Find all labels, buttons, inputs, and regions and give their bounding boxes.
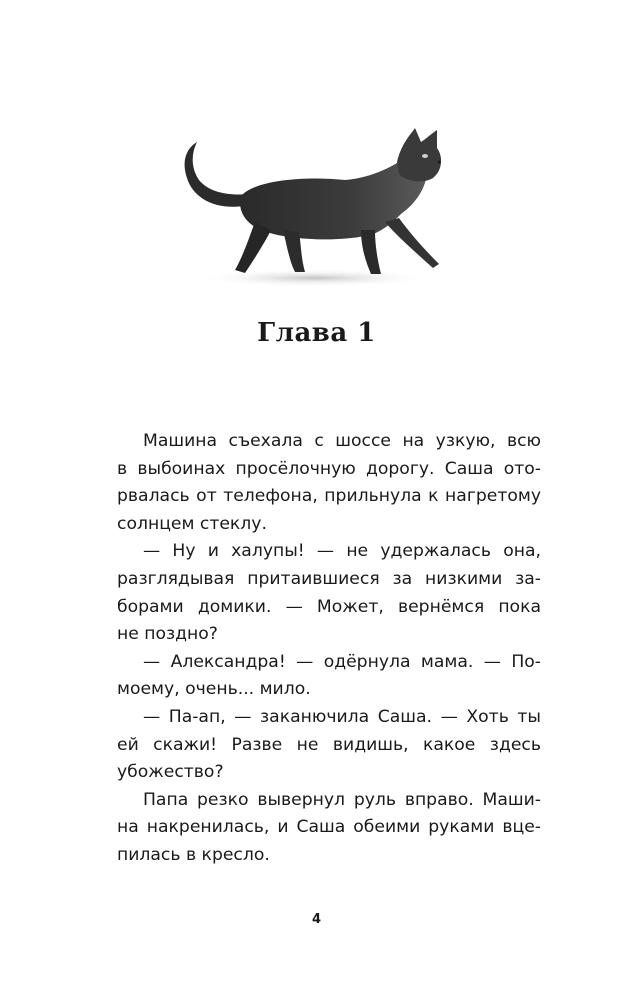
- text-line: рвалась от телефона, прильнула к нагретому: [117, 486, 541, 507]
- text-line: моему, очень... мило.: [117, 679, 311, 700]
- text-line: в выбоинах просёлочную дорогу. Саша ото-: [117, 458, 541, 479]
- page-number: 4: [311, 912, 322, 927]
- text-line: пилась в кресло.: [117, 844, 270, 865]
- text-line: Папа резко вывернул руль вправо. Маши-: [143, 789, 541, 810]
- text-line: — Ну и халупы! — не удержалась она,: [143, 541, 541, 562]
- text-line: разглядывая притаившиеся за низкими за-: [117, 568, 541, 589]
- text-line: на накренилась, и Саша обеими руками вце-: [117, 817, 541, 838]
- text-line: не поздно?: [117, 624, 218, 645]
- text-line: солнцем стеклу.: [117, 513, 267, 534]
- chapter-body-text: [117, 428, 541, 870]
- text-line: ей скажи! Разве не видишь, какое здесь: [117, 734, 541, 755]
- text-line: — Па-ап, — заканючила Саша. — Хоть ты: [143, 706, 541, 727]
- chapter-title: Глава 1: [257, 318, 376, 348]
- text-line: Машина съехала с шоссе на узкую, всю: [143, 431, 541, 451]
- text-line: — Александра! — одёрнула мама. — По-: [143, 651, 541, 672]
- cat-illustration-icon: [165, 118, 465, 303]
- text-line: борами домики. — Может, вернёмся пока: [117, 596, 541, 617]
- text-line: убожество?: [117, 762, 224, 783]
